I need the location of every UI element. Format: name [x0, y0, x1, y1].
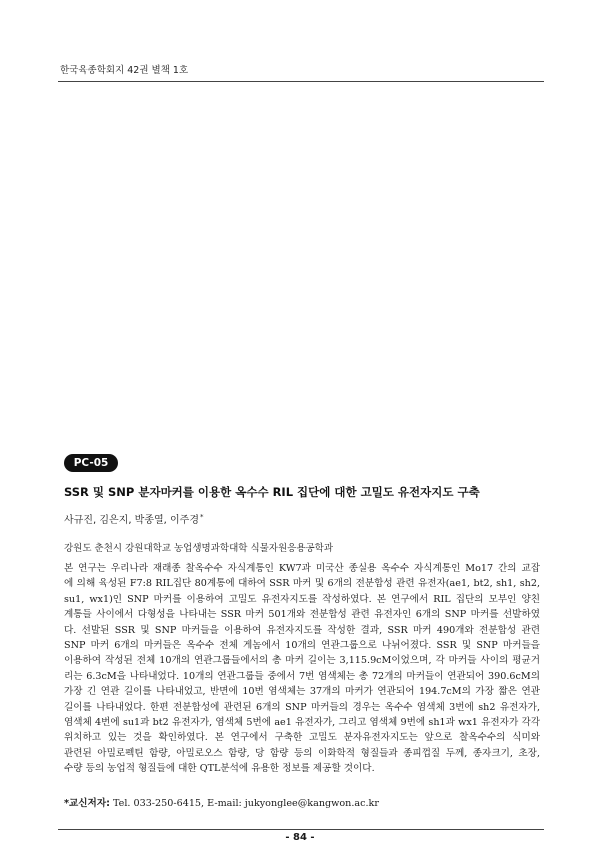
journal-header: 한국육종학회지 42권 별책 1호 [60, 65, 189, 76]
abstract-line: 수량 등의 농업적 형질들에 대한 QTL분석에 유용한 정보를 제공할 것이다. [64, 763, 375, 775]
abstract-line: 리는 6.3cM을 나타내었다. 10개의 연관그룹들 중에서 7번 염색체는 총 72개의 마커들이 연관되어 390.6cM의 [64, 670, 540, 682]
contact-label: *교신저자: [64, 798, 110, 809]
poster-code-badge: PC-05 [64, 454, 118, 472]
paper-title: SSR 및 SNP 분자마커를 이용한 옥수수 RIL 집단에 대한 고밀도 유전자지도 구축 [64, 485, 480, 499]
abstract-line: 관련된 아밀로펙틴 함량, 아밀로오스 함량, 당 함량 등의 이화학적 형질들과 종피껍질 두께, 종자크기, 초장, [64, 747, 540, 759]
author-list [64, 511, 204, 526]
abstract-body [64, 561, 540, 777]
abstract-line: SNP 마커 6개의 마커들은 옥수수 전체 게놈에서 10개의 연관그룹으로 나뉘어졌다. SSR 및 SNP 마커들을 [64, 640, 540, 652]
abstract-line: 본 연구는 우리나라 재래종 찰옥수수 자식계통인 KW7과 미국산 종실용 옥수수 자식계통인 Mo17 간의 교잡 [64, 563, 540, 574]
contact-email: E-mail: jukyonglee@kangwon.ac.kr [207, 798, 379, 809]
affiliation: 강원도 춘천시 강원대학교 농업생명과학대학 식물자원응용공학과 [64, 543, 334, 554]
abstract-line: 에 의해 육성된 F7:8 RIL집단 80계통에 대하여 SSR 마커 및 6개의 전분합성 관련 유전자(ae1, bt2, sh1, sh2, [64, 578, 540, 590]
page-number: - 84 - [285, 832, 315, 843]
corresponding-author-contact [64, 795, 379, 809]
abstract-line: su1, wx1)인 SNP 마커를 이용하여 고밀도 유전자지도를 작성하였다. 본 연구에서 RIL 집단의 모부인 양친 [64, 593, 540, 605]
abstract-line: 염색체 4번에 su1과 bt2 유전자가, 염색체 5번에 ae1 유전자가, 그리고 염색체 9번에 sh1과 wx1 유전자가 각각 [64, 717, 540, 729]
abstract-line: 가장 긴 연관 길이를 나타내었고, 반면에 10번 염색체는 37개의 마커가 연관되어 194.7cM의 가장 짧은 연관 [64, 686, 540, 698]
contact-phone: Tel. 033-250-6415, [113, 798, 205, 809]
abstract-line: 이용하여 작성된 전체 10개의 연관그룹들에서의 총 마커 길이는 3,115.9cM이었으며, 각 마커들 사이의 평균거 [64, 655, 540, 667]
footer-divider [58, 829, 544, 830]
abstract-line: 다. 선발된 SSR 및 SNP 마커들을 이용하여 유전자지도를 작성한 결과, SSR 마커 490개와 전분합성 관련 [64, 624, 540, 636]
author-names: 사규진, 김은지, 박종열, 이주경 [64, 515, 199, 526]
abstract-line: 길이를 나타내었다. 한편 전분합성에 관련된 6개의 SNP 마커들의 경우는 옥수수 염색체 3번에 sh2 유전자가, [64, 701, 540, 713]
header-divider [58, 81, 544, 82]
abstract-line: 계통들 사이에서 다형성을 나타내는 SSR 마커 501개와 전분합성 관련 유전자인 6개의 SNP 마커를 선발하였 [64, 609, 540, 621]
abstract-line: 위치하고 있는 것을 확인하였다. 본 연구에서 구축한 고밀도 분자유전자지도는 앞으로 찰옥수수의 식미와 [64, 732, 540, 744]
corresponding-mark: * [200, 513, 204, 521]
